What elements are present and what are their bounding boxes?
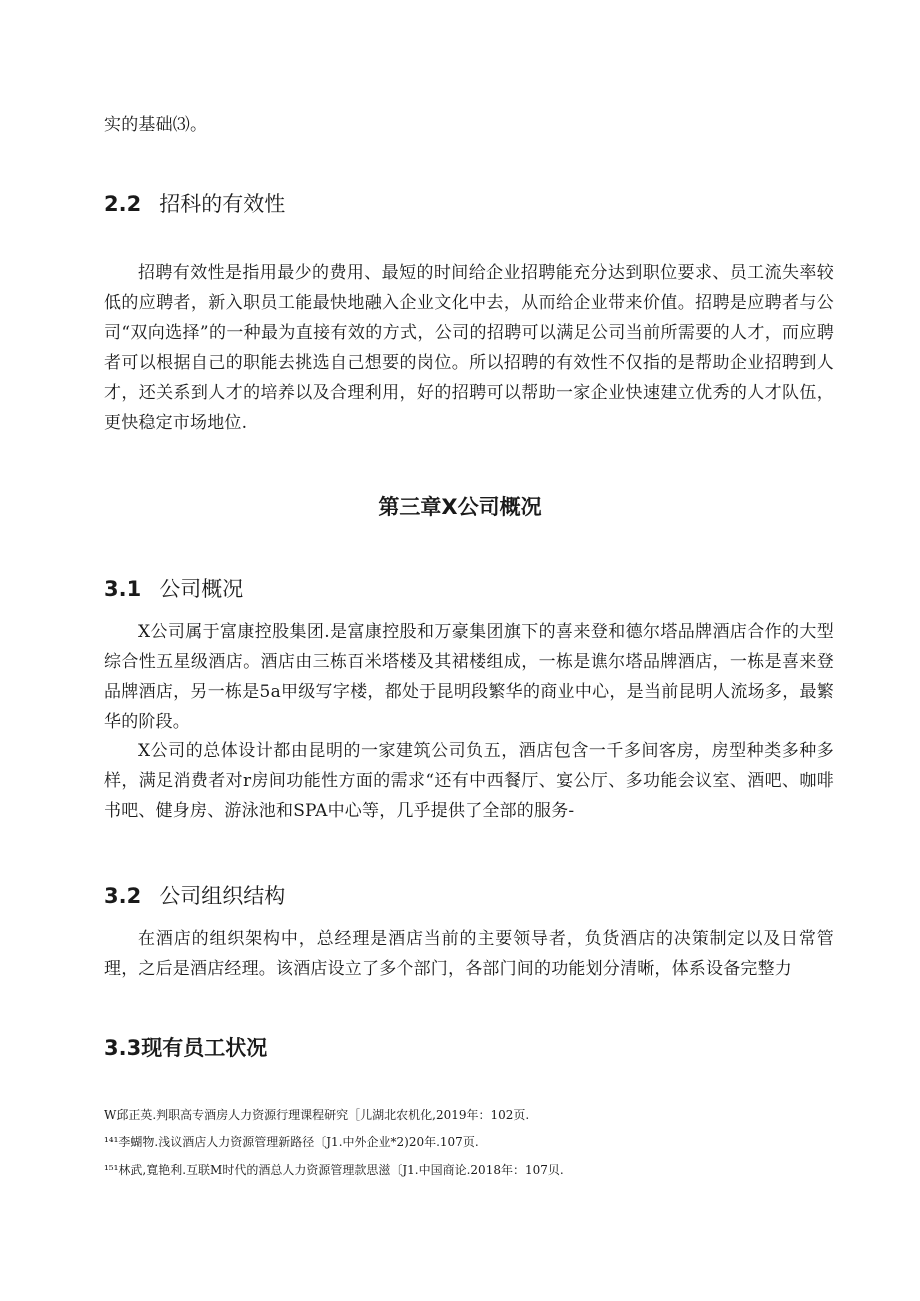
section-heading-3-1 [104, 573, 243, 603]
paragraph-company-overview-1: X公司属于富康控股集团.是富康控股和万豪集团旗下的喜来登和德尔塔品牌酒店合作的大型综合性五星级酒店。酒店由三栋百米塔楼及其裙楼组成，一栋是谯尔塔品牌酒店，一栋是喜来登品牌酒店，另一栋是5a甲级写字楼，都处于昆明段繁华的商业中心，是当前昆明人流场多，最繁华的阶段。 [104, 622, 834, 732]
paragraph-recruitment-effectiveness: 招聘有效性是指用最少的费用、最短的时间给企业招聘能充分达到职位要求、员工流失率较低的应聘者，新入职员工能最快地融入企业文化中去，从而给企业带来价值。招聘是应聘者与公司“双向选择”的一种最为直接有效的方式，公司的招聘可以满足公司当前所需要的人才，而应聘者可以根据自己的职能去挑选自己想要的岗位。所以招聘的有效性不仅指的是帮助企业招聘到人才，还关系到人才的培养以及合理利用，好的招聘可以帮助一家企业快速建立优秀的人才队伍，更快稳定市场地位. [104, 263, 834, 433]
section-heading-3-3 [104, 1032, 267, 1062]
section-number: 2.2 [104, 192, 142, 216]
paragraph-org-structure: 在酒店的组织架构中，总经理是酒店当前的主要领导者，负货酒店的决策制定以及日常管理，之后是酒店经理。该酒店设立了多个部门，各部门间的功能划分清晰，体系设备完整力 [104, 929, 834, 979]
footnote-3: W邱正英.判职高专酒房人力资源行理课程研究［儿湖北农机化,2019年：102页. [104, 1108, 530, 1122]
paragraph-company-overview-2: X公司的总体设计都由昆明的一家建筑公司负五，酒店包含一千多间客房，房型种类多种多样，满足消费者对r房间功能性方面的需求“还有中西餐厅、宴公厅、多功能会议室、酒吧、咖啡书吧、健身房、游泳池和SPA中心等，几乎提供了全部的服务- [104, 741, 834, 821]
section-number: 3.1 [104, 577, 142, 601]
chapter-title: 第三章X公司概况 [378, 495, 542, 519]
section-title: 现有员工状况 [141, 1036, 268, 1060]
section-title: 公司组织结构 [159, 884, 286, 908]
section-heading-3-2 [104, 880, 285, 910]
footnote-4: ¹⁴¹李蝴物.浅议酒店人力资源管理新路径〔J1.中外企业*2)20年.107页. [104, 1135, 479, 1149]
footnote-5: ¹⁵¹林武,寬艳利.互联M时代的酒总人力资源管理款思滋〔J1.中国商论.2018年：107贝. [104, 1163, 564, 1177]
section-heading-2-2 [104, 188, 285, 218]
section-number: 3.3 [104, 1036, 142, 1060]
section-number: 3.2 [104, 884, 142, 908]
paragraph-continuation: 实的基础⑶。 [104, 115, 208, 135]
section-title: 招科的有效性 [159, 192, 286, 216]
section-title: 公司概况 [159, 577, 244, 601]
